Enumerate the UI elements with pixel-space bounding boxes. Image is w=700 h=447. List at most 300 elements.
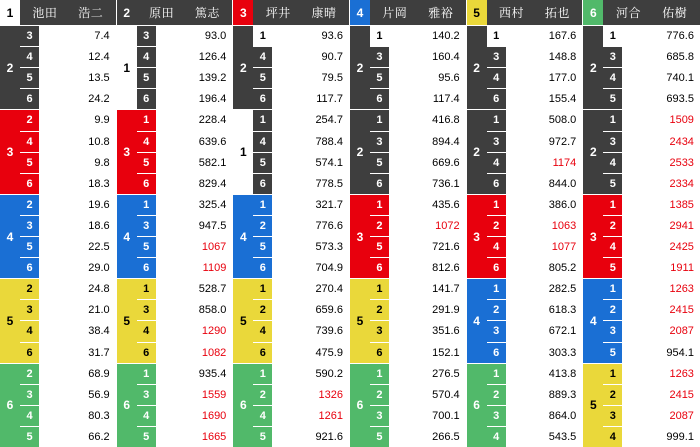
odds-row[interactable]: [253, 406, 349, 427]
racer-column: [117, 0, 234, 447]
odds-row[interactable]: [487, 47, 583, 68]
odds-value: 2415: [669, 304, 694, 317]
row-second-number: 1: [603, 279, 622, 299]
odds-row[interactable]: [20, 427, 116, 447]
odds-value: 1559: [201, 388, 227, 401]
odds-row[interactable]: [603, 385, 700, 406]
odds-row[interactable]: [370, 427, 466, 447]
odds-row[interactable]: [20, 364, 116, 385]
odds-value: 282.5: [548, 283, 577, 296]
racer-name-first: 拓也: [544, 6, 570, 20]
row-second-number: 6: [137, 174, 156, 194]
row-second-number: 4: [487, 427, 506, 447]
block-list: [117, 25, 233, 447]
row-second-number: 3: [137, 385, 156, 405]
odds-value: 669.6: [432, 156, 460, 169]
odds-row[interactable]: [253, 343, 349, 363]
row-second-number: 1: [603, 364, 622, 384]
row-second-number: 6: [370, 258, 389, 278]
odds-row[interactable]: [137, 406, 233, 427]
block-lead-number: 3: [117, 110, 137, 193]
odds-row[interactable]: [137, 26, 233, 47]
odds-value: 139.2: [198, 72, 227, 85]
odds-row[interactable]: [137, 279, 233, 300]
odds-row[interactable]: [603, 110, 700, 131]
row-second-number: 5: [370, 153, 389, 173]
odds-row[interactable]: [370, 279, 466, 300]
odds-row[interactable]: [487, 110, 583, 131]
odds-row[interactable]: [20, 258, 116, 278]
racer-number: 1: [0, 0, 20, 25]
row-second-number: 2: [20, 364, 39, 384]
row-second-number: 6: [253, 258, 272, 278]
odds-row[interactable]: [603, 26, 700, 47]
row-list: [487, 195, 583, 278]
odds-row[interactable]: [20, 47, 116, 68]
row-second-number: 4: [487, 153, 506, 173]
odds-row[interactable]: [487, 406, 583, 427]
odds-value: 56.9: [88, 388, 110, 401]
odds-row[interactable]: [487, 364, 583, 385]
odds-value: 582.1: [198, 156, 227, 169]
odds-value: 2533: [669, 156, 694, 169]
row-list: [603, 110, 700, 193]
odds-row[interactable]: [137, 174, 233, 194]
odds-row[interactable]: [20, 132, 116, 153]
odds-row[interactable]: [137, 47, 233, 68]
odds-row[interactable]: [603, 68, 700, 89]
odds-value: 2425: [669, 241, 694, 254]
odds-row[interactable]: [137, 364, 233, 385]
row-second-number: 4: [20, 321, 39, 341]
odds-row[interactable]: [370, 174, 466, 194]
odds-block: [467, 109, 583, 193]
odds-value: 1690: [201, 409, 227, 422]
odds-value: 1509: [669, 114, 694, 127]
row-second-number: 3: [137, 26, 156, 46]
odds-block: [583, 109, 700, 193]
odds-value: 672.1: [548, 325, 577, 338]
odds-row[interactable]: [137, 237, 233, 258]
odds-row[interactable]: [137, 68, 233, 89]
racer-header: [233, 0, 349, 25]
odds-row[interactable]: [20, 237, 116, 258]
row-list: [20, 110, 116, 193]
odds-row[interactable]: [20, 195, 116, 216]
odds-value: 812.6: [432, 262, 460, 275]
odds-row[interactable]: [370, 364, 466, 385]
row-second-number: 6: [487, 174, 506, 194]
row-second-number: 6: [20, 174, 39, 194]
row-second-number: 1: [487, 195, 506, 215]
row-list: [603, 279, 700, 362]
odds-value: 1072: [435, 219, 460, 232]
odds-row[interactable]: [20, 406, 116, 427]
odds-value: 31.7: [88, 346, 110, 359]
odds-row[interactable]: [603, 300, 700, 321]
racer-column: [583, 0, 700, 447]
odds-row[interactable]: [253, 132, 349, 153]
odds-row[interactable]: [20, 300, 116, 321]
racer-number: 5: [467, 0, 487, 25]
odds-row[interactable]: [603, 216, 700, 237]
row-second-number: 2: [253, 216, 272, 236]
odds-row[interactable]: [137, 300, 233, 321]
racer-column: [0, 0, 117, 447]
odds-row[interactable]: [370, 153, 466, 174]
racer-name-last: 池田: [32, 6, 58, 20]
racer-number: 6: [583, 0, 603, 25]
odds-value: 66.2: [88, 431, 110, 443]
odds-block: [233, 109, 349, 193]
row-second-number: 4: [603, 427, 622, 447]
odds-value: 999.1: [666, 431, 694, 443]
odds-value: 95.6: [438, 72, 460, 85]
odds-block: [467, 363, 583, 447]
row-list: [20, 195, 116, 278]
row-second-number: 2: [20, 110, 39, 130]
odds-row[interactable]: [370, 258, 466, 278]
block-lead-number: 2: [350, 26, 370, 109]
odds-row[interactable]: [603, 237, 700, 258]
block-lead-number: 2: [583, 26, 603, 109]
odds-row[interactable]: [253, 427, 349, 447]
odds-row[interactable]: [20, 385, 116, 406]
row-second-number: 1: [603, 26, 622, 46]
row-second-number: 5: [370, 68, 389, 88]
odds-row[interactable]: [370, 89, 466, 109]
odds-row[interactable]: [603, 364, 700, 385]
odds-row[interactable]: [137, 89, 233, 109]
row-list: [487, 364, 583, 447]
odds-block: [350, 109, 466, 193]
row-second-number: 5: [253, 427, 272, 447]
odds-value: 18.6: [88, 219, 110, 232]
row-list: [487, 110, 583, 193]
odds-row[interactable]: [370, 343, 466, 363]
odds-value: 24.8: [88, 283, 110, 296]
odds-row[interactable]: [137, 385, 233, 406]
row-second-number: 2: [603, 216, 622, 236]
block-lead-number: 5: [233, 279, 253, 362]
odds-row[interactable]: [603, 321, 700, 342]
row-second-number: 4: [137, 132, 156, 152]
odds-row[interactable]: [603, 343, 700, 363]
odds-row[interactable]: [20, 216, 116, 237]
block-lead-number: 2: [467, 26, 487, 109]
odds-row[interactable]: [253, 89, 349, 109]
odds-row[interactable]: [603, 174, 700, 194]
odds-row[interactable]: [603, 89, 700, 109]
odds-row[interactable]: [20, 89, 116, 109]
odds-row[interactable]: [487, 343, 583, 363]
row-list: [487, 279, 583, 362]
odds-block: [0, 363, 116, 447]
odds-value: 18.3: [88, 177, 110, 190]
odds-block: [0, 109, 116, 193]
odds-row[interactable]: [370, 237, 466, 258]
odds-block: [350, 194, 466, 278]
odds-value: 659.6: [315, 304, 343, 317]
odds-value: 2087: [669, 325, 694, 338]
odds-value: 80.3: [88, 409, 110, 422]
odds-block: [233, 25, 349, 109]
odds-block: [350, 363, 466, 447]
odds-row[interactable]: [603, 258, 700, 278]
odds-row[interactable]: [487, 132, 583, 153]
odds-value: 935.4: [198, 367, 227, 380]
row-second-number: 4: [137, 406, 156, 426]
row-second-number: 1: [487, 26, 506, 46]
row-second-number: 3: [370, 132, 389, 152]
row-second-number: 5: [253, 153, 272, 173]
row-second-number: 5: [603, 343, 622, 363]
row-second-number: 4: [253, 321, 272, 341]
odds-block: [583, 194, 700, 278]
odds-row[interactable]: [20, 153, 116, 174]
odds-row[interactable]: [253, 68, 349, 89]
odds-block: [233, 278, 349, 362]
odds-row[interactable]: [487, 89, 583, 109]
block-lead-number: 2: [583, 110, 603, 193]
odds-row[interactable]: [20, 321, 116, 342]
odds-value: 1263: [669, 283, 694, 296]
odds-value: 736.1: [432, 177, 460, 190]
odds-row[interactable]: [603, 427, 700, 447]
row-list: [603, 26, 700, 109]
row-second-number: 5: [137, 427, 156, 447]
odds-value: 1261: [318, 409, 343, 422]
odds-row[interactable]: [487, 26, 583, 47]
odds-row[interactable]: [20, 279, 116, 300]
row-second-number: 4: [603, 153, 622, 173]
block-lead-number: 6: [117, 364, 137, 447]
odds-row[interactable]: [370, 47, 466, 68]
racer-column: [467, 0, 584, 447]
row-list: [603, 195, 700, 278]
odds-value: 38.4: [88, 325, 110, 338]
odds-value: 889.3: [548, 388, 577, 401]
odds-value: 254.7: [315, 114, 343, 127]
row-second-number: 3: [20, 300, 39, 320]
odds-row[interactable]: [370, 406, 466, 427]
racer-name[interactable]: [487, 4, 583, 21]
racer-name[interactable]: [370, 4, 466, 21]
odds-value: 947.5: [198, 219, 227, 232]
racer-name[interactable]: [253, 4, 349, 21]
row-second-number: 3: [487, 321, 506, 341]
odds-row[interactable]: [253, 237, 349, 258]
odds-row[interactable]: [487, 153, 583, 174]
odds-row[interactable]: [487, 427, 583, 447]
row-list: [20, 26, 116, 109]
row-second-number: 6: [487, 258, 506, 278]
odds-row[interactable]: [370, 321, 466, 342]
row-second-number: 3: [370, 321, 389, 341]
odds-row[interactable]: [253, 174, 349, 194]
row-second-number: 2: [487, 216, 506, 236]
odds-row[interactable]: [603, 195, 700, 216]
row-second-number: 4: [487, 68, 506, 88]
row-second-number: 6: [253, 174, 272, 194]
odds-value: 126.4: [198, 51, 227, 64]
odds-value: 740.1: [666, 72, 694, 85]
row-second-number: 4: [253, 406, 272, 426]
odds-value: 7.4: [94, 30, 110, 43]
block-list: [233, 25, 349, 447]
row-second-number: 1: [603, 195, 622, 215]
racer-header: [350, 0, 466, 25]
odds-row[interactable]: [487, 279, 583, 300]
odds-row[interactable]: [137, 427, 233, 447]
odds-value: 291.9: [432, 304, 460, 317]
racer-name-last: 坪井: [265, 6, 291, 20]
odds-value: 2434: [669, 135, 694, 148]
row-list: [20, 364, 116, 447]
odds-row[interactable]: [20, 110, 116, 131]
odds-value: 13.5: [88, 72, 110, 85]
odds-value: 618.3: [548, 304, 577, 317]
block-lead-number: 1: [117, 26, 137, 109]
odds-row[interactable]: [137, 132, 233, 153]
odds-value: 22.5: [88, 241, 110, 254]
odds-value: 972.7: [548, 135, 577, 148]
odds-value: 858.0: [198, 304, 227, 317]
racer-number: 4: [350, 0, 370, 25]
row-second-number: 3: [487, 132, 506, 152]
odds-row[interactable]: [370, 132, 466, 153]
row-second-number: 3: [487, 47, 506, 67]
row-second-number: 2: [253, 300, 272, 320]
odds-row[interactable]: [253, 110, 349, 131]
odds-value: 778.5: [315, 177, 343, 190]
odds-row[interactable]: [487, 385, 583, 406]
odds-row[interactable]: [20, 343, 116, 363]
odds-row[interactable]: [253, 195, 349, 216]
racer-name-first: 篤志: [194, 6, 220, 20]
odds-value: 93.6: [321, 30, 343, 43]
odds-value: 2415: [669, 388, 694, 401]
odds-row[interactable]: [253, 300, 349, 321]
odds-row[interactable]: [253, 385, 349, 406]
odds-row[interactable]: [20, 174, 116, 194]
racer-name-first: 佑樹: [662, 6, 688, 20]
odds-row[interactable]: [20, 68, 116, 89]
odds-value: 1063: [551, 219, 577, 232]
odds-value: 148.8: [548, 51, 577, 64]
odds-value: 68.9: [88, 367, 110, 380]
odds-row[interactable]: [370, 300, 466, 321]
odds-row[interactable]: [253, 47, 349, 68]
odds-row[interactable]: [487, 68, 583, 89]
row-second-number: 6: [370, 89, 389, 109]
odds-row[interactable]: [253, 364, 349, 385]
odds-row[interactable]: [137, 321, 233, 342]
row-second-number: 1: [137, 364, 156, 384]
odds-row[interactable]: [487, 174, 583, 194]
odds-row[interactable]: [137, 195, 233, 216]
odds-row[interactable]: [253, 258, 349, 278]
odds-value: 228.4: [198, 114, 227, 127]
row-list: [370, 26, 466, 109]
odds-row[interactable]: [487, 300, 583, 321]
row-list: [370, 279, 466, 362]
odds-row[interactable]: [603, 279, 700, 300]
odds-row[interactable]: [137, 343, 233, 363]
odds-row[interactable]: [603, 47, 700, 68]
odds-value: 140.2: [432, 30, 460, 43]
odds-value: 739.6: [315, 325, 343, 338]
odds-row[interactable]: [487, 195, 583, 216]
odds-row[interactable]: [253, 26, 349, 47]
row-list: [487, 26, 583, 109]
odds-row[interactable]: [603, 153, 700, 174]
odds-row[interactable]: [137, 216, 233, 237]
racer-name-first: 康晴: [311, 6, 337, 20]
odds-row[interactable]: [603, 132, 700, 153]
row-second-number: 6: [253, 89, 272, 109]
odds-block: [233, 363, 349, 447]
odds-row[interactable]: [487, 216, 583, 237]
odds-value: 573.3: [315, 241, 343, 254]
odds-row[interactable]: [370, 195, 466, 216]
odds-row[interactable]: [370, 68, 466, 89]
odds-row[interactable]: [603, 406, 700, 427]
odds-block: [467, 194, 583, 278]
row-second-number: 4: [603, 237, 622, 257]
odds-row[interactable]: [253, 153, 349, 174]
odds-row[interactable]: [253, 321, 349, 342]
row-second-number: 6: [137, 89, 156, 109]
odds-value: 416.8: [432, 114, 460, 127]
odds-row[interactable]: [370, 26, 466, 47]
odds-row[interactable]: [253, 216, 349, 237]
odds-row[interactable]: [20, 26, 116, 47]
odds-value: 2941: [669, 219, 694, 232]
odds-row[interactable]: [137, 153, 233, 174]
odds-row[interactable]: [253, 279, 349, 300]
row-list: [253, 26, 349, 109]
odds-value: 93.0: [204, 30, 227, 43]
row-second-number: 2: [487, 300, 506, 320]
racer-number: 2: [117, 0, 137, 25]
row-second-number: 5: [253, 237, 272, 257]
block-lead-number: 2: [350, 110, 370, 193]
row-second-number: 5: [20, 68, 39, 88]
racer-name[interactable]: [603, 4, 700, 21]
racer-name[interactable]: [137, 4, 233, 21]
odds-row[interactable]: [487, 237, 583, 258]
odds-block: [0, 278, 116, 362]
block-lead-number: 2: [233, 26, 253, 109]
row-second-number: 5: [603, 258, 622, 278]
racer-header: [0, 0, 116, 25]
odds-value: 152.1: [432, 346, 460, 359]
odds-row[interactable]: [370, 216, 466, 237]
odds-row[interactable]: [487, 321, 583, 342]
racer-header: [467, 0, 583, 25]
odds-value: 1665: [201, 431, 227, 443]
odds-value: 1385: [669, 198, 694, 211]
odds-row[interactable]: [487, 258, 583, 278]
odds-row[interactable]: [370, 385, 466, 406]
odds-row[interactable]: [137, 110, 233, 131]
row-list: [253, 110, 349, 193]
odds-row[interactable]: [137, 258, 233, 278]
odds-row[interactable]: [370, 110, 466, 131]
racer-name[interactable]: [20, 4, 116, 21]
block-lead-number: 5: [0, 279, 20, 362]
